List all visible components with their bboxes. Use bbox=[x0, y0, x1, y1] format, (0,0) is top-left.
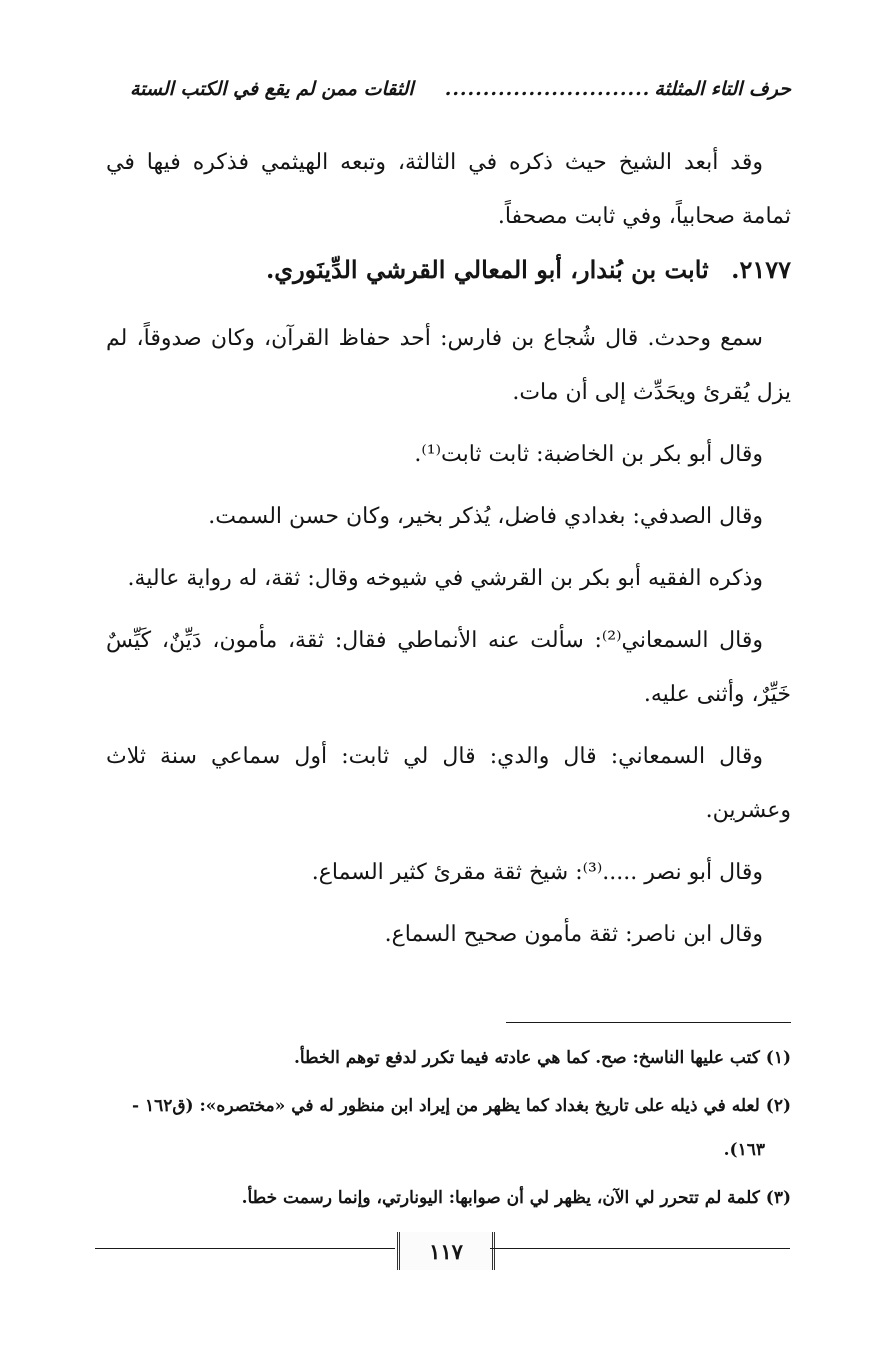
footnote-1: (١) كتب عليها الناسخ: صح. كما هي عادته فيما تكرر لدفع توهم الخطأ. bbox=[293, 1048, 791, 1068]
bottom-rule-left bbox=[95, 1248, 395, 1249]
paragraph-ibn-nasir: وقال ابن ناصر: ثقة مأمون صحيح السماع. bbox=[384, 922, 763, 947]
paragraph-ibn-khadiba: وقال أبو بكر بن الخاضبة: ثابت ثابت⁽¹⁾. bbox=[414, 442, 763, 467]
footnote-separator bbox=[506, 1022, 791, 1023]
bottom-rule-right bbox=[490, 1248, 790, 1249]
entry-number: ٢١٧٧. bbox=[731, 255, 791, 284]
paragraph-faqih: وذكره الفقيه أبو بكر بن القرشي في شيوخه وقال: ثقة، له رواية عالية. bbox=[127, 566, 763, 591]
footnote-2: (٢) لعله في ذيله على تاريخ بغداد كما يظهر من إيراد ابن منظور له في «مختصره»: (ق١٦٢ - bbox=[131, 1096, 791, 1116]
paragraph-abu-nasr: وقال أبو نصر .....⁽³⁾: شيخ ثقة مقرئ كثير السماع. bbox=[311, 860, 763, 885]
paragraph-sadafi: وقال الصدفي: بغدادي فاضل، يُذكر بخير، وكان حسن السمت. bbox=[208, 504, 763, 529]
header-dot-leader: ........................... bbox=[444, 78, 651, 100]
header-section-title: حرف التاء المثلثة bbox=[654, 78, 791, 100]
paragraph-narration: سمع وحدث. قال شُجاع بن فارس: أحد حفاظ القرآن، وكان صدوقاً، لم يزل يُقرئ ويحَدِّث إلى أن مات. bbox=[106, 326, 791, 405]
entry-heading bbox=[106, 243, 791, 297]
header-book-title: الثقات ممن لم يقع في الكتب الستة bbox=[130, 78, 414, 100]
footnotes bbox=[88, 1036, 791, 1224]
paragraph-samani-2: وقال السمعاني: قال والدي: قال لي ثابت: أول سماعي سنة ثلاث وعشرين. bbox=[106, 744, 791, 823]
page-number-text: ١١٧ bbox=[429, 1238, 463, 1264]
page-number bbox=[397, 1232, 495, 1270]
footnote-2-continuation: ١٦٣). bbox=[723, 1140, 765, 1160]
intro-block bbox=[106, 136, 791, 244]
running-header bbox=[130, 78, 791, 100]
entry-title: ثابت بن بُندار، أبو المعالي القرشي الدِّينَوري. bbox=[265, 255, 709, 284]
intro-paragraph: وقد أبعد الشيخ حيث ذكره في الثالثة، وتبعه الهيثمي فذكره فيها في ثمامة صحابياً، وفي ثابت مصحفاً. bbox=[106, 150, 791, 229]
footnote-3: (٣) كلمة لم تتحرر لي الآن، يظهر لي أن صوابها: اليونارتي، وإنما رسمت خطأ. bbox=[241, 1188, 791, 1208]
entry-body bbox=[106, 312, 791, 962]
paragraph-samani-1: وقال السمعاني⁽²⁾: سألت عنه الأنماطي فقال: ثقة، مأمون، دَيِّنٌ، كَيِّسٌ خَيِّرٌ، وأثنى عليه. bbox=[106, 628, 791, 707]
